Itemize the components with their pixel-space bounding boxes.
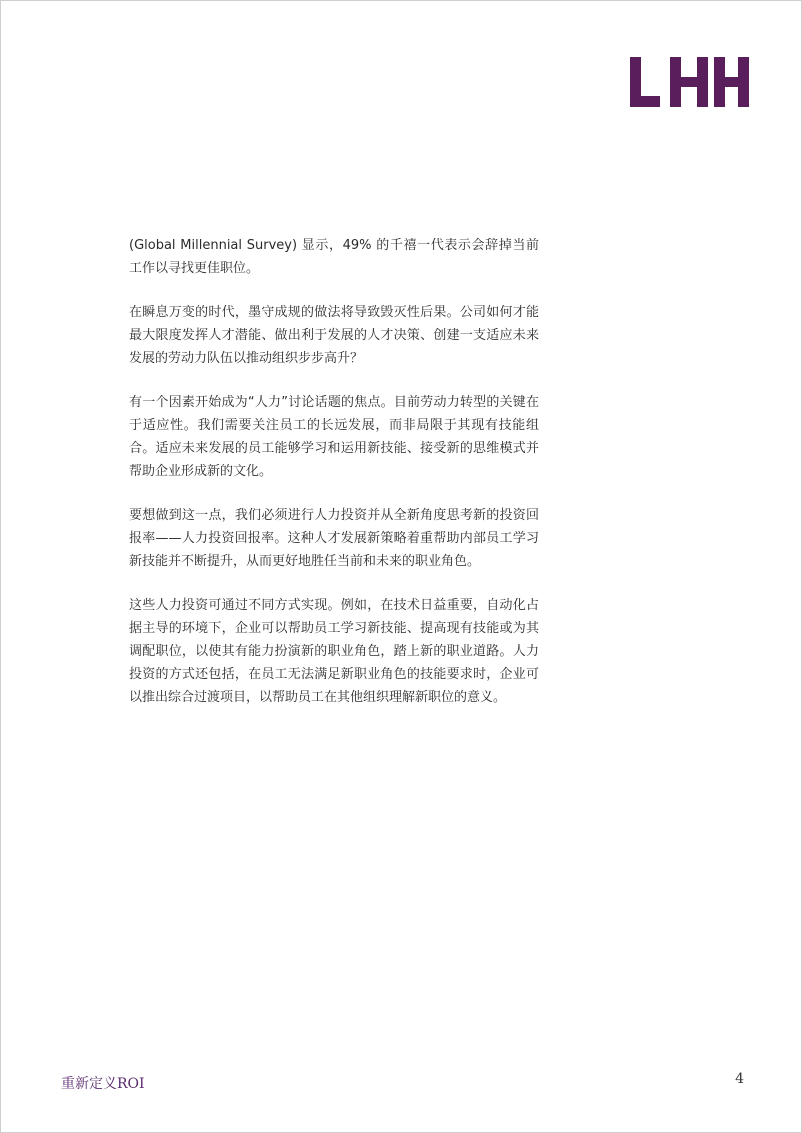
paragraph: 有一个因素开始成为“人力”讨论话题的焦点。目前劳动力转型的关键在于适应性。我们需要关注员工的长远发展，而非局限于其现有技能组合。适应未来发展的员工能够学习和运用新技能、接受新的思维模式并帮助企业形成新的文化。 [129,395,539,479]
footer-document-title: 重新定义ROI [61,1076,145,1092]
paragraph: (Global Millennial Survey) 显示，49% 的千禧一代表示会辞掉当前工作以寻找更佳职位。 [129,238,539,276]
body-text [129,234,539,730]
lhh-logo [627,53,749,111]
paragraph: 要想做到这一点，我们必须进行人力投资并从全新角度思考新的投资回报率——人力投资回报率。这种人才发展新策略着重帮助内部员工学习新技能并不断提升，从而更好地胜任当前和未来的职业角色。 [129,508,539,569]
paragraph: 在瞬息万变的时代，墨守成规的做法将导致毁灭性后果。公司如何才能最大限度发挥人才潜能、做出利于发展的人才决策、创建一支适应未来发展的劳动力队伍以推动组织步步高升？ [129,305,539,366]
page-number: 4 [735,1071,744,1087]
paragraph: 这些人力投资可通过不同方式实现。例如，在技术日益重要，自动化占据主导的环境下，企业可以帮助员工学习新技能、提高现有技能或为其调配职位，以使其有能力扮演新的职业角色，踏上新的职业道路。人力投资的方式还包括，在员工无法满足新职业角色的技能要求时，企业可以推出综合过渡项目，以帮助员工在其他组织理解新职位的意义。 [129,598,539,705]
